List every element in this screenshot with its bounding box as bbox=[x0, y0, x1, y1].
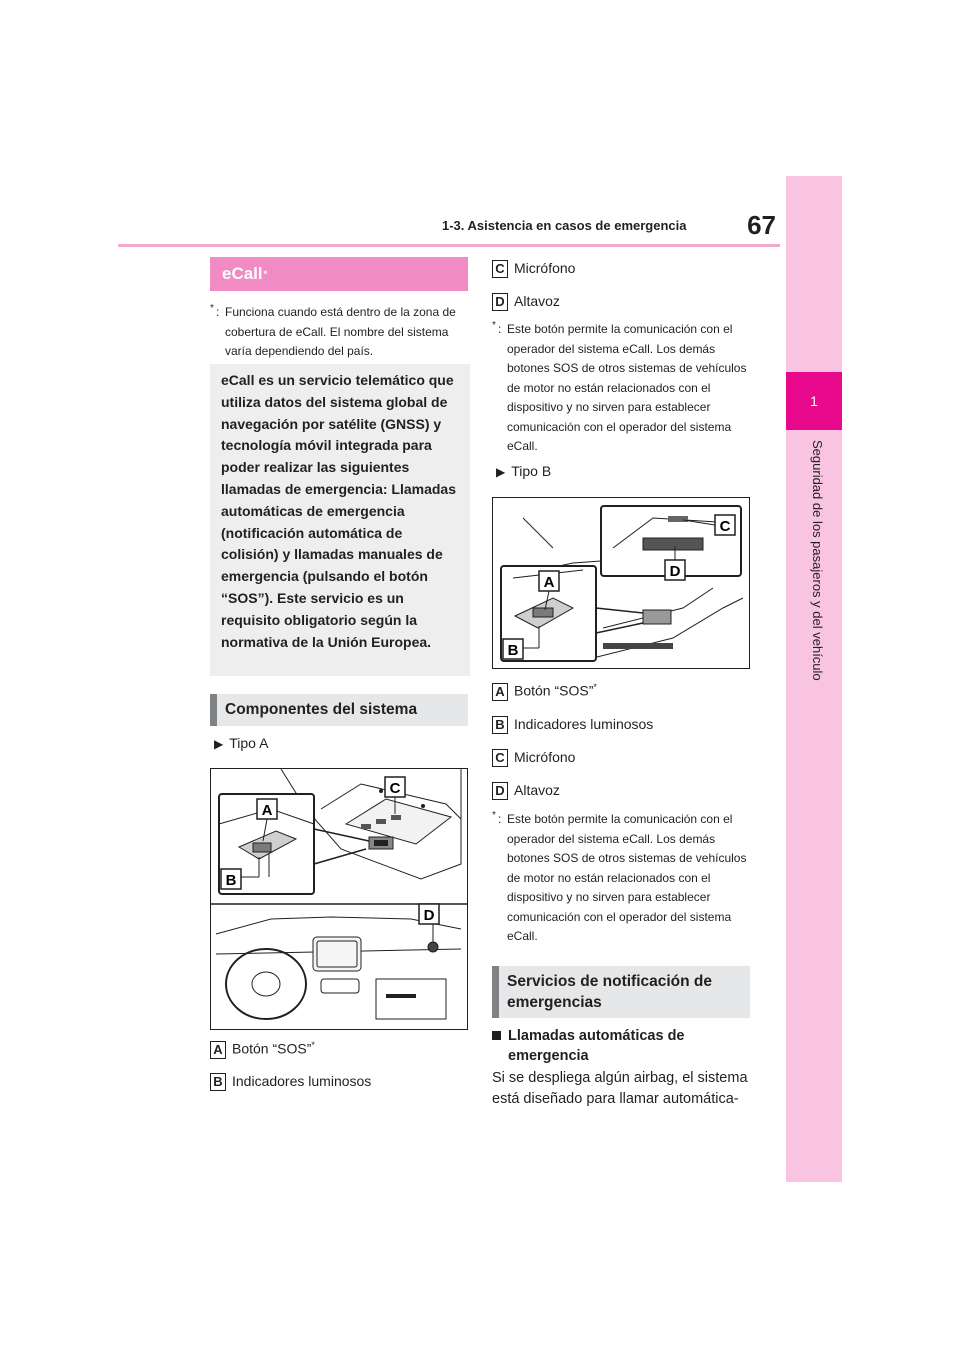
auto-calls-heading bbox=[492, 1026, 750, 1066]
figure-type-a bbox=[210, 768, 468, 1030]
legend-key-d: D bbox=[492, 293, 508, 311]
legend-b-b-text: Indicadores luminosos bbox=[514, 716, 654, 732]
svg-text:D: D bbox=[669, 563, 681, 580]
svg-text:C: C bbox=[719, 518, 731, 535]
page-number: 67 bbox=[747, 210, 776, 240]
footnote-star: * bbox=[492, 810, 496, 821]
type-a-illustration bbox=[211, 769, 467, 1029]
svg-text:A: A bbox=[543, 574, 555, 591]
sos-footnote-2-text: Este botón permite la comunicación con el operador del sistema eCall. Los demás botones SOS de otros sistemas de vehículos de motor no están relacionados con el dispositivo y no sirven para establecer comunicación con el operador del sistema eCall. bbox=[507, 812, 747, 943]
services-heading: Servicios de notificación de emergencias bbox=[492, 966, 750, 1018]
legend-b-a-text: Botón “SOS” bbox=[514, 682, 594, 699]
type-b-label bbox=[496, 463, 551, 479]
type-a-label bbox=[214, 735, 268, 751]
legend-key-c: C bbox=[492, 260, 508, 278]
legend-b-c-text: Micrófono bbox=[514, 749, 576, 765]
legend-key-c: C bbox=[492, 749, 508, 767]
ecall-heading-star: * bbox=[263, 269, 268, 279]
legend-b-b bbox=[492, 716, 653, 734]
svg-text:B: B bbox=[225, 872, 237, 889]
ecall-footnote-text: Funciona cuando está dentro de la zona de cobertura de eCall. El nombre del sistema varía dependiendo del país. bbox=[225, 305, 456, 358]
legend-key-b: B bbox=[210, 1073, 226, 1091]
legend-key-d: D bbox=[492, 782, 508, 800]
triangle-bullet-icon: ▶ bbox=[496, 465, 506, 479]
chapter-title: 1-3. Asistencia en casos de emergencia bbox=[442, 218, 687, 233]
sos-footnote-1-text: Este botón permite la comunicación con el operador del sistema eCall. Los demás botones SOS de otros sistemas de vehículos de motor no están relacionados con el dispositivo y no sirven para establecer comunicación con el operador del sistema eCall. bbox=[507, 322, 747, 453]
legend-key-b: B bbox=[492, 716, 508, 734]
svg-text:B: B bbox=[507, 642, 519, 659]
footnote-star: * bbox=[210, 303, 214, 314]
legend-d-text: Altavoz bbox=[514, 293, 560, 309]
legend-b-indicators bbox=[210, 1073, 371, 1091]
legend-b-a bbox=[492, 682, 597, 701]
square-bullet-icon bbox=[492, 1031, 501, 1040]
ecall-heading bbox=[210, 257, 468, 291]
intro-box: eCall es un servicio telemático que utiliza datos del sistema global de navegación por satélite (GNSS) y tecnología móvil integrada para poder realizar las siguientes llamadas de emergencia: Llamadas automáticas de emergencia (notificación automática de colisión) y llamadas manuales de emergencia (pulsando el botón “SOS”). Este servicio es un requisito obligatorio según la normativa de la Unión Europea. bbox=[210, 364, 470, 676]
svg-text:C: C bbox=[389, 780, 401, 797]
type-b-text: Tipo B bbox=[511, 463, 552, 479]
legend-key-a: A bbox=[492, 683, 508, 701]
legend-b-d bbox=[492, 782, 560, 800]
legend-a-text: Botón “SOS” bbox=[232, 1040, 312, 1057]
legend-d-top bbox=[492, 293, 560, 311]
legend-b-d-text: Altavoz bbox=[514, 782, 560, 798]
ecall-footnote: * : Funciona cuando está dentro de la zona de cobertura de eCall. El nombre del sistema varía dependiendo del país. bbox=[210, 303, 472, 362]
legend-a-star: * bbox=[311, 1040, 315, 1050]
triangle-bullet-icon: ▶ bbox=[214, 737, 224, 751]
auto-calls-text: Si se despliega algún airbag, el sistema está diseñado para llamar automática- bbox=[492, 1070, 748, 1107]
components-heading: Componentes del sistema bbox=[210, 694, 468, 726]
auto-calls-heading-text: Llamadas automáticas de emergencia bbox=[508, 1028, 685, 1064]
sos-footnote-1: * : Este botón permite la comunicación con el operador del sistema eCall. Los demás botones SOS de otros sistemas de vehículos de motor no están relacionados con el dispositivo y no sirven para establecer comunicación con el operador del sistema eCall. bbox=[492, 320, 750, 457]
type-b-illustration bbox=[493, 498, 749, 668]
legend-b-a-star: * bbox=[593, 682, 597, 692]
legend-b-c bbox=[492, 749, 575, 767]
label-d bbox=[419, 904, 439, 924]
legend-b-text: Indicadores luminosos bbox=[232, 1073, 372, 1089]
header-rule bbox=[118, 244, 780, 247]
side-tab-label-wrap bbox=[805, 440, 825, 740]
type-a-text: Tipo A bbox=[229, 735, 269, 751]
legend-c-top bbox=[492, 260, 575, 278]
footnote-star: * bbox=[492, 320, 496, 331]
ecall-heading-text: eCall bbox=[222, 264, 263, 283]
sos-footnote-2: * : Este botón permite la comunicación con el operador del sistema eCall. Los demás botones SOS de otros sistemas de vehículos de motor no están relacionados con el dispositivo y no sirven para establecer comunicación con el operador del sistema eCall. bbox=[492, 810, 750, 947]
figure-type-b bbox=[492, 497, 750, 669]
side-tab-number: 1 bbox=[786, 372, 842, 430]
svg-text:A: A bbox=[261, 802, 273, 819]
legend-c-text: Micrófono bbox=[514, 260, 576, 276]
legend-a-sos bbox=[210, 1040, 315, 1059]
svg-text:D: D bbox=[423, 907, 435, 924]
legend-key-a: A bbox=[210, 1041, 226, 1059]
side-tab-label: Seguridad de los pasajeros y del vehículo bbox=[810, 440, 825, 681]
